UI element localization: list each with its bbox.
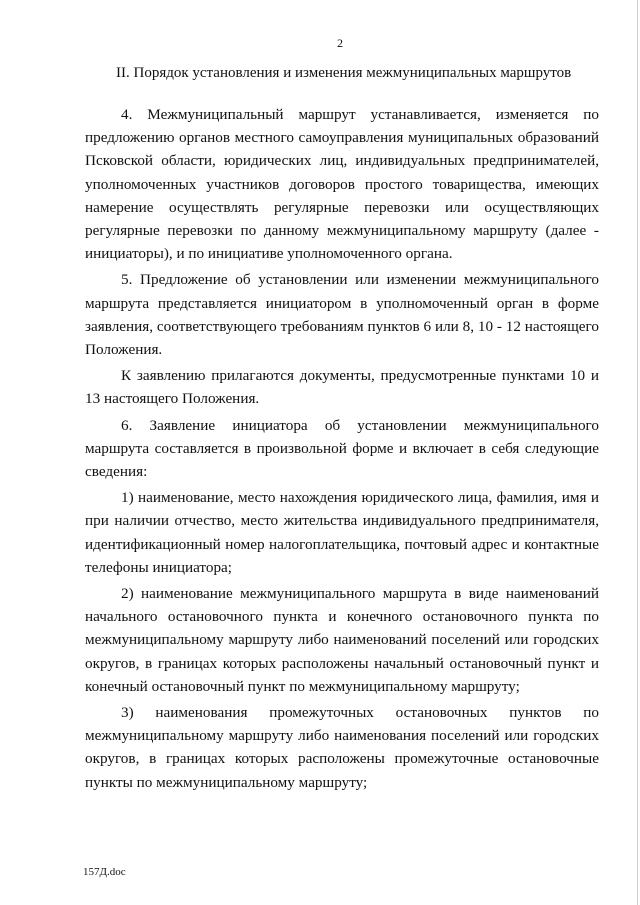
list-item-2: 2) наименование межмуниципального маршрута в виде наименований начального остановочного пункта и конечного остановочного пункта по межмуниципальному маршруту либо наименований поселений или городских округов, в границах которых расположены начальный остановочный пункт и конечный остановочный пункт по межмуниципальному маршруту;: [85, 585, 599, 695]
paragraph-5: 5. Предложение об установлении или изменении межмуниципального маршрута представляется инициатором в уполномоченный орган в форме заявления, соответствующего требованиям пунктов 6 или 8, 10 - 12 настоящего Положения.: [85, 271, 599, 359]
paragraph-6: 6. Заявление инициатора об установлении межмуниципального маршрута составляется в произвольной форме и включает в себя следующие сведения:: [85, 416, 599, 481]
document-body: [85, 103, 599, 797]
list-item-3: 3) наименования промежуточных остановочных пунктов по межмуниципальному маршруту либо наименования поселений или городских округов, в границах которых расположены промежуточные остановочные пункты по межмуниципальному маршруту;: [85, 704, 599, 791]
paragraph-attachments: К заявлению прилагаются документы, предусмотренные пунктами 10 и 13 настоящего Положения.: [85, 367, 599, 408]
footer-filename: 157Д.doc: [83, 866, 126, 878]
paragraph-4: 4. Межмуниципальный маршрут устанавливается, изменяется по предложению органов местного самоуправления муниципальных образований Псковской области, юридических лиц, индивидуальных предпринимателей, уполномоченных участников договоров простого товарищества, имеющих намерение осуществлять регулярные перевозки или осуществляющих регулярные перевозки по данному межмуниципальному маршруту (далее - инициаторы), и по инициативе уполномоченного органа.: [85, 106, 599, 263]
page-number: 2: [337, 36, 343, 50]
list-item-1: 1) наименование, место нахождения юридического лица, фамилия, имя и при наличии отчество, место жительства индивидуального предпринимателя, идентификационный номер налогоплательщика, почтовый адрес и контактные телефоны инициатора;: [85, 489, 599, 576]
section-heading: II. Порядок установления и изменения межмуниципальных маршрутов: [116, 65, 572, 81]
scan-edge-line: [637, 0, 638, 905]
